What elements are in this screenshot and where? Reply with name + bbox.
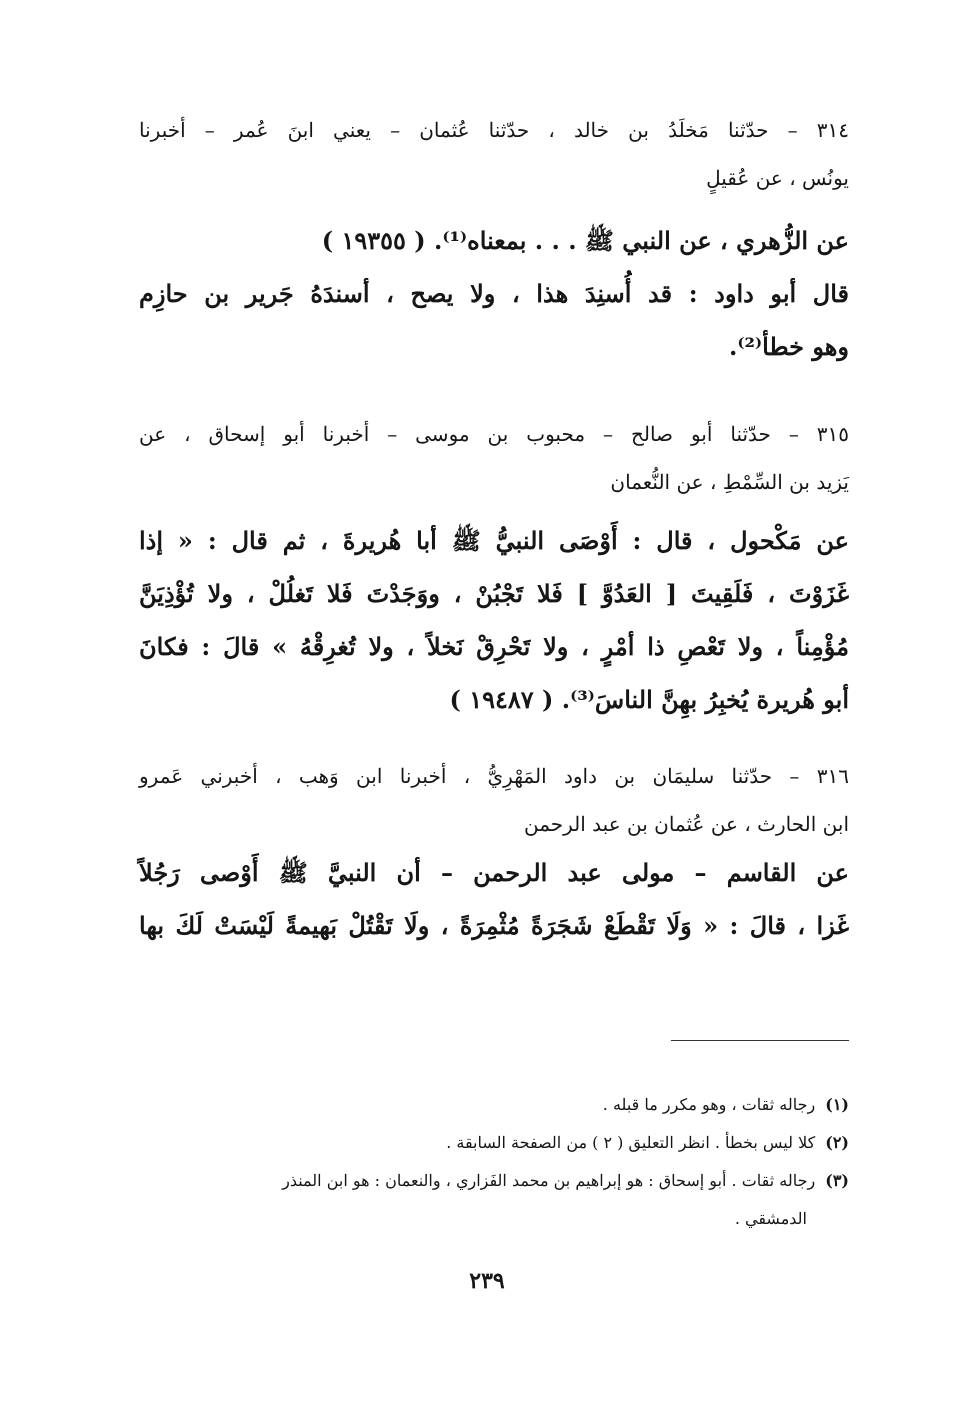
footnote-number: (٣) [825, 1171, 849, 1190]
matn-line: أبو هُريرة يُخبِرُ بهِنَّ الناسَ⁽³⁾. ( ١٩٤٨٧ ) [449, 685, 849, 714]
matn-line: غَزا ، قالَ : « وَلَا تَقْطَعْ شَجَرَةً مُثْمِرَةً ، ولَا تَقْتُلْ بَهيمةً لَيْسَتْ لَكَ بها [139, 911, 849, 940]
hadith-314-matn [139, 214, 849, 373]
footnote-text: رجاله ثقات . أبو إسحاق : هو إبراهيم بن محمد الفَزاري ، والنعمان : هو ابن المنذر [282, 1171, 816, 1190]
isnad-line: يونُس ، عن عُقيلٍ [706, 166, 849, 190]
commentary-line: وهو خطأ⁽²⁾. [728, 332, 849, 361]
hadith-315-matn [139, 514, 849, 726]
footnote-number: (١) [825, 1095, 849, 1114]
footnote-3-continuation: الدمشقي . [734, 1209, 807, 1228]
isnad-line: يَزيد بن السِّمْطِ ، عن النُّعمان [610, 470, 849, 494]
commentary-line: قال أبو داود : قد أُسنِدَ هذا ، ولا يصح ، أسندَهُ جَرير بن حازِم [139, 279, 849, 308]
matn-line: عن مَكْحول ، قال : أَوْصَى النبيُّ ﷺ أبا هُريرةَ ، ثم قال : « إذا [139, 526, 849, 555]
matn-line: مُؤْمِناً ، ولا تَعْصِ ذا أمْرٍ ، ولا تَحْرِقْ نَخلاً ، ولا تُغرِقْهُ » قالَ : فكانَ [139, 632, 849, 661]
hadith-316-isnad [139, 752, 849, 848]
footnote-text: رجاله ثقات ، وهو مكرر ما قبله . [602, 1095, 816, 1114]
page-number: ٢٣٩ [469, 1268, 505, 1294]
hadith-315-isnad [139, 410, 849, 506]
footnote-2 [139, 1124, 849, 1162]
footnote-1 [139, 1086, 849, 1124]
matn-line: غَزَوْتَ ، فَلَقِيتَ [ العَدُوَّ ] فَلا تَجْبُنْ ، ووَجَدْتَ فَلا تَغلُلْ ، ولا تُؤْذِيَنَّ [139, 579, 849, 608]
footnote-separator [671, 1040, 849, 1041]
footnote-text: كلا ليس بخطأ . انظر التعليق ( ٢ ) من الصفحة السابقة . [446, 1133, 816, 1152]
isnad-line: ٣١٦ – حدّثنا سليمَان بن داود المَهْرِيُّ ، أخبرنا ابن وَهب ، أخبرني عَمرو [139, 764, 849, 788]
footnote-3 [139, 1162, 849, 1200]
matn-line: عن الزُّهري ، عن النبي ﷺ . . . بمعناه⁽¹⁾. ( ١٩٣٥٥ ) [321, 226, 849, 255]
hadith-316-matn [139, 846, 849, 952]
matn-line: عن القاسم – مولى عبد الرحمن – أن النبيَّ ﷺ أَوْصى رَجُلاً [139, 858, 849, 887]
isnad-line: ٣١٥ – حدّثنا أبو صالح – محبوب بن موسى – أخبرنا أبو إسحاق ، عن [139, 422, 849, 446]
isnad-line: ابن الحارث ، عن عُثمان بن عبد الرحمن [523, 812, 849, 836]
footnotes [139, 1086, 849, 1238]
isnad-line: ٣١٤ – حدّثنا مَخلَدُ بن خالد ، حدّثنا عُثمان – يعني ابنَ عُمر – أخبرنا [139, 118, 849, 142]
hadith-314-isnad [139, 106, 849, 202]
footnote-number: (٢) [825, 1133, 849, 1152]
